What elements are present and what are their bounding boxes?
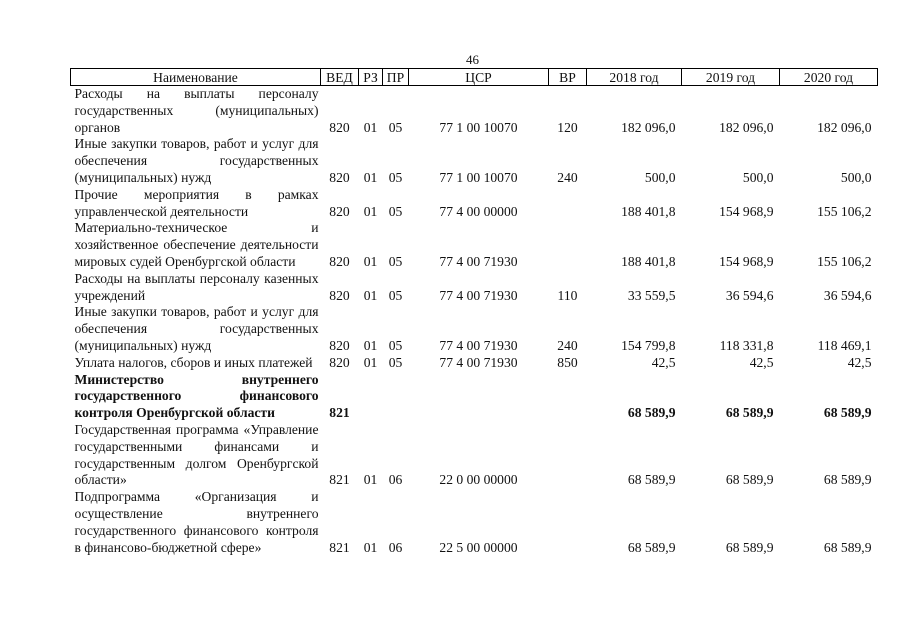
cell-name: Материально-техническое и хозяйственное обеспечение деятельности мировых судей Оренбургской области xyxy=(74,220,319,269)
table-row xyxy=(71,271,878,305)
header-2019: 2019 год xyxy=(682,69,780,86)
cell-csr: 77 4 00 71930 xyxy=(439,337,518,353)
cell-csr: 22 5 00 00000 xyxy=(439,539,518,555)
cell-pr xyxy=(383,372,409,422)
header-vr: ВР xyxy=(549,69,587,86)
table-row xyxy=(71,489,878,556)
cell-y2020: 68 589,9 xyxy=(823,472,872,488)
cell-ved: 820 xyxy=(329,354,350,370)
cell-csr: 77 1 00 10070 xyxy=(439,169,518,185)
cell-ved: 820 xyxy=(329,287,350,303)
cell-vr xyxy=(549,489,587,556)
cell-pr: 05 xyxy=(388,337,403,353)
cell-name: Уплата налогов, сборов и иных платежей xyxy=(74,354,313,370)
cell-rz: 01 xyxy=(363,119,378,135)
cell-ved: 821 xyxy=(329,539,350,555)
table-row xyxy=(71,372,878,422)
cell-y2020: 500,0 xyxy=(840,169,872,185)
cell-rz: 01 xyxy=(363,169,378,185)
cell-name: Расходы на выплаты персоналу казенных учреждений xyxy=(74,270,319,303)
cell-ved: 820 xyxy=(329,253,350,269)
cell-vr xyxy=(549,220,587,270)
cell-ved: 820 xyxy=(329,169,350,185)
cell-csr: 77 4 00 71930 xyxy=(439,354,518,370)
table-row xyxy=(71,422,878,489)
page-number: 46 xyxy=(466,52,479,67)
cell-pr: 05 xyxy=(388,354,403,370)
cell-y2019: 42,5 xyxy=(749,354,774,370)
cell-y2019: 500,0 xyxy=(742,169,774,185)
header-rz: РЗ xyxy=(359,69,383,86)
cell-y2018: 33 559,5 xyxy=(627,287,676,303)
cell-pr: 05 xyxy=(388,119,403,135)
header-2018: 2018 год xyxy=(587,69,682,86)
cell-y2018: 42,5 xyxy=(651,354,676,370)
cell-y2020: 68 589,9 xyxy=(823,539,872,555)
cell-vr: 240 xyxy=(557,337,578,353)
table-row xyxy=(71,86,878,137)
cell-name: Иные закупки товаров, работ и услуг для обеспечения государственных (муниципальных) нужд xyxy=(74,304,319,353)
table-row xyxy=(71,220,878,270)
cell-y2018: 68 589,9 xyxy=(627,472,676,488)
cell-ved: 821 xyxy=(329,405,350,421)
cell-y2020: 155 106,2 xyxy=(817,203,872,219)
cell-rz: 01 xyxy=(363,253,378,269)
cell-y2018: 68 589,9 xyxy=(627,539,676,555)
header-name: Наименование xyxy=(71,69,321,86)
header-pr: ПР xyxy=(383,69,409,86)
table-row xyxy=(71,304,878,354)
cell-pr: 05 xyxy=(388,203,403,219)
cell-vr xyxy=(549,422,587,489)
cell-y2020: 118 469,1 xyxy=(817,337,872,353)
cell-rz xyxy=(359,372,383,422)
table-row xyxy=(71,355,878,372)
cell-rz: 01 xyxy=(363,539,378,555)
cell-y2019: 68 589,9 xyxy=(725,405,774,421)
cell-csr xyxy=(409,372,549,422)
cell-ved: 820 xyxy=(329,337,350,353)
cell-rz: 01 xyxy=(363,203,378,219)
cell-y2018: 182 096,0 xyxy=(621,119,676,135)
header-ved: ВЕД xyxy=(321,69,359,86)
cell-vr: 850 xyxy=(557,354,578,370)
cell-vr: 120 xyxy=(557,119,578,135)
budget-table xyxy=(70,68,878,556)
cell-name: Расходы на выплаты персоналу государственных (муниципальных) органов xyxy=(74,86,319,135)
header-csr: ЦСР xyxy=(409,69,549,86)
cell-vr xyxy=(549,372,587,422)
cell-rz: 01 xyxy=(363,337,378,353)
cell-y2019: 154 968,9 xyxy=(719,253,774,269)
table-header-row xyxy=(71,69,878,86)
cell-y2019: 68 589,9 xyxy=(725,539,774,555)
cell-name: Государственная программа «Управление государственными финансами и государственным долгом Оренбургской области» xyxy=(74,421,319,488)
cell-rz: 01 xyxy=(363,472,378,488)
cell-name: Иные закупки товаров, работ и услуг для обеспечения государственных (муниципальных) нужд xyxy=(74,136,319,185)
cell-y2019: 118 331,8 xyxy=(719,337,774,353)
cell-y2020: 36 594,6 xyxy=(823,287,872,303)
cell-y2020: 42,5 xyxy=(847,354,872,370)
cell-pr: 06 xyxy=(388,539,403,555)
cell-ved: 820 xyxy=(329,203,350,219)
cell-vr xyxy=(549,187,587,221)
cell-csr: 77 1 00 10070 xyxy=(439,119,518,135)
cell-pr: 05 xyxy=(388,169,403,185)
table-row xyxy=(71,136,878,186)
header-2020: 2020 год xyxy=(780,69,878,86)
cell-y2020: 155 106,2 xyxy=(817,253,872,269)
cell-ved: 820 xyxy=(329,119,350,135)
cell-ved: 821 xyxy=(329,472,350,488)
cell-y2019: 182 096,0 xyxy=(719,119,774,135)
cell-pr: 05 xyxy=(388,287,403,303)
cell-rz: 01 xyxy=(363,354,378,370)
cell-y2019: 68 589,9 xyxy=(725,472,774,488)
cell-name: Прочие мероприятия в рамках управленческой деятельности xyxy=(74,186,319,219)
cell-name: Подпрограмма «Организация и осуществление внутреннего государственного финансового контроля в финансово-бюджетной сфере» xyxy=(74,489,319,555)
cell-vr: 110 xyxy=(557,287,578,303)
cell-csr: 77 4 00 71930 xyxy=(439,287,518,303)
cell-y2019: 36 594,6 xyxy=(725,287,774,303)
cell-y2020: 68 589,9 xyxy=(823,405,872,421)
cell-pr: 06 xyxy=(388,472,403,488)
table-row xyxy=(71,187,878,221)
cell-y2018: 188 401,8 xyxy=(621,253,676,269)
cell-csr: 77 4 00 71930 xyxy=(439,253,518,269)
cell-y2019: 154 968,9 xyxy=(719,203,774,219)
cell-vr: 240 xyxy=(557,169,578,185)
cell-y2018: 500,0 xyxy=(644,169,676,185)
cell-y2018: 68 589,9 xyxy=(627,405,676,421)
cell-rz: 01 xyxy=(363,287,378,303)
cell-y2018: 154 799,8 xyxy=(621,337,676,353)
cell-pr: 05 xyxy=(388,253,403,269)
cell-y2018: 188 401,8 xyxy=(621,203,676,219)
cell-y2020: 182 096,0 xyxy=(817,119,872,135)
cell-csr: 77 4 00 00000 xyxy=(439,203,518,219)
cell-name: Министерство внутреннего государственного финансового контроля Оренбургской области xyxy=(74,371,319,421)
cell-csr: 22 0 00 00000 xyxy=(439,472,518,488)
